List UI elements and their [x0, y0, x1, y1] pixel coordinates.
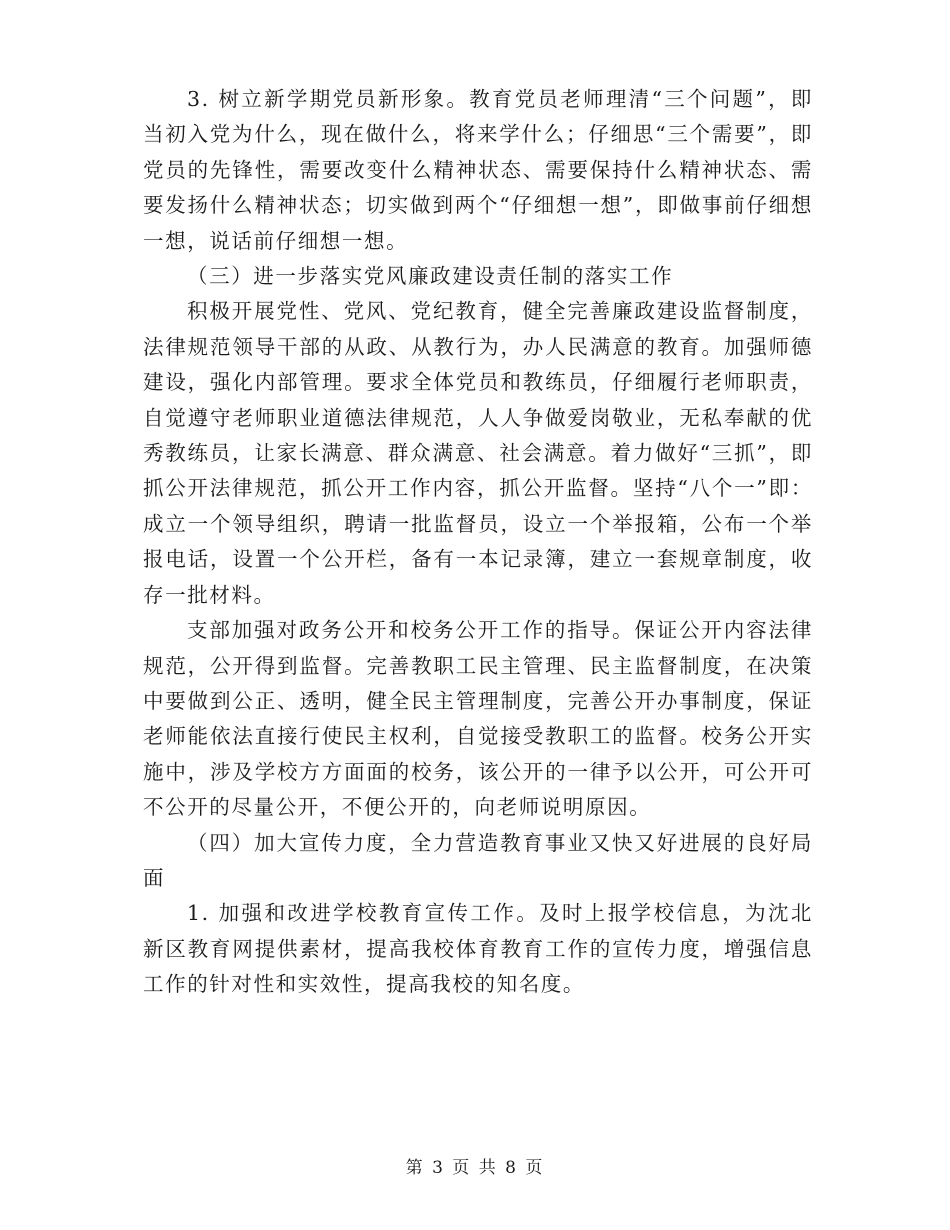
page-number-footer: 第 3 页 共 8 页 — [405, 1158, 545, 1178]
paragraph-anti-corruption: 积极开展党性、党风、党纪教育，健全完善廉政建设监督制度，法律规范领导干部的从政、从教行为，办人民满意的教育。加强师德建设，强化内部管理。要求全体党员和教练员，仔细履行老师职责，自觉遵守老师职业道德法律规范，人人争做爱岗敬业，无私奉献的优秀教练员，让家长满意、群众满意、社会满意。着力做好“三抓”，即抓公开法律规范，抓公开工作内容，抓公开监督。坚持“八个一”即：成立一个领导组织，聘请一批监督员，设立一个举报箱，公布一个举报电话，设置一个公开栏，备有一本记录簿，建立一套规章制度，收存一批材料。 — [143, 299, 813, 607]
section-heading-four: （四）加大宣传力度，全力营造教育事业又快又好进展的良好局面 — [143, 830, 813, 890]
paragraph-open-affairs: 支部加强对政务公开和校务公开工作的指导。保证公开内容法律规范，公开得到监督。完善教职工民主管理、民主监督制度，在决策中要做到公正、透明，健全民主管理制度，完善公开办事制度，保证老师能依法直接行使民主权利，自觉接受教职工的监督。校务公开实施中，涉及学校方方面面的校务，该公开的一律予以公开，可公开可不公开的尽量公开，不便公开的，向老师说明原因。 — [143, 618, 813, 820]
section-heading-three: （三）进一步落实党风廉政建设责任制的落实工作 — [187, 264, 674, 289]
document-body — [143, 82, 813, 1003]
paragraph-new-image: 3. 树立新学期党员新形象。教育党员老师理清“三个问题”，即当初入党为什么，现在做什么，将来学什么；仔细思“三个需要”，即党员的先锋性，需要改变什么精神状态、需要保持什么精神状态、需要发扬什么精神状态；切实做到两个“仔细想一想”，即做事前仔细想一想，说话前仔细想一想。 — [143, 87, 813, 253]
paragraph-publicity: 1. 加强和改进学校教育宣传工作。及时上报学校信息，为沈北新区教育网提供素材，提高我校体育教育工作的宣传力度，增强信息工作的针对性和实效性，提高我校的知名度。 — [143, 901, 813, 997]
